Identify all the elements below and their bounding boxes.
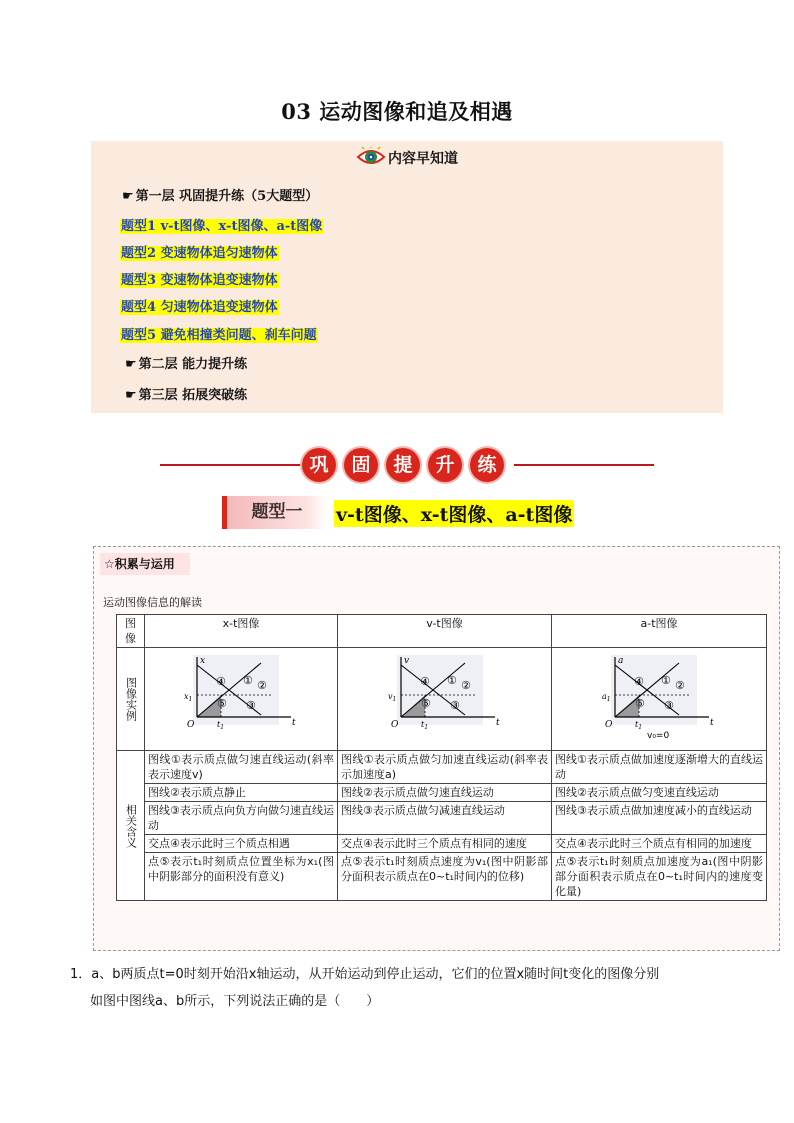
t1-sub: 1: [638, 724, 643, 731]
banner-rule-left: [160, 464, 300, 466]
t1-label: $t_1$: [420, 720, 428, 731]
table-cell: 点⑤表示t₁时刻质点位置坐标为x₁(图中阴影部分的面积没有意义): [145, 853, 338, 901]
toc-header-text: 内容早知道: [388, 151, 458, 167]
pointing-hand-icon: ☛: [122, 189, 134, 204]
question-1: [70, 961, 760, 1015]
line-number-label: ⑤: [217, 697, 227, 710]
line-number-label: ③: [246, 699, 256, 712]
t1-label: $t_1$: [217, 720, 225, 731]
table-header: x-t图像: [145, 615, 338, 648]
table-cell: 图线①表示质点做匀速直线运动(斜率表示速度v): [145, 751, 338, 784]
eye-icon: [356, 147, 386, 171]
table-cell: 点⑤表示t₁时刻质点加速度为a₁(图中阴影部分面积表示质点在0~t₁时间内的速度变化量): [552, 853, 767, 901]
line-number-label: ⑤: [635, 697, 645, 710]
y-mark-label: $x_1$: [184, 692, 193, 703]
banner-char: 练: [470, 448, 504, 482]
row-label: 相关含义: [117, 751, 145, 901]
knowledge-subtitle: 运动图像信息的解读: [103, 596, 202, 609]
line-number-label: ⑤: [420, 697, 431, 710]
line-number-label: ④: [216, 675, 226, 688]
toc-type-3[interactable]: 题型3 变速物体追变速物体: [121, 273, 278, 288]
pointing-hand-icon: ☛: [125, 357, 137, 372]
toc-level-1[interactable]: ☛ 第一层 巩固提升练（5大题型）: [122, 189, 319, 204]
origin-label: O: [390, 720, 398, 730]
table-header: a-t图像: [552, 615, 767, 648]
table-cell: 交点④表示此时三个质点有相同的速度: [338, 835, 552, 853]
a-t-graph: [555, 653, 763, 745]
type-heading-label: 题型一: [222, 496, 327, 529]
star-icon: ☆: [104, 557, 115, 571]
banner-char: 固: [344, 448, 378, 482]
line-number-label: ①: [243, 674, 253, 687]
graph-note: v₀=0: [647, 731, 670, 741]
table-cell: 图线①表示质点做匀加速直线运动(斜率表示加速度a): [338, 751, 552, 784]
table-cell: 图线①表示质点做加速度逐渐增大的直线运动: [552, 751, 767, 784]
x-t-graph: [148, 653, 334, 745]
banner-char: 巩: [302, 448, 336, 482]
line-number-label: ③: [664, 699, 674, 712]
table-cell: 图线③表示质点做匀减速直线运动: [338, 802, 552, 835]
line-number-label: ④: [634, 675, 644, 688]
y-mark-label: $a_1$: [602, 692, 611, 703]
toc-type-4[interactable]: 题型4 匀速物体追变速物体: [121, 300, 278, 315]
toc-header: [91, 147, 723, 171]
line-number-label: ③: [449, 699, 460, 712]
origin-label: O: [187, 720, 195, 730]
line-number-label: ②: [675, 679, 685, 692]
table-cell: 交点④表示此时三个质点相遇: [145, 835, 338, 853]
y-mark-sub: 1: [392, 696, 396, 703]
question-1-line-1: 1．a、b两质点t=0时刻开始沿x轴运动，从开始运动到停止运动，它们的位置x随时间t变化的图像分别: [70, 967, 660, 982]
y-axis-label: v: [403, 656, 409, 666]
row-label: 图像实例: [117, 648, 145, 751]
graph-info-table: [116, 614, 767, 901]
t-axis-label: t: [710, 718, 714, 728]
toc-type-5[interactable]: 题型5 避免相撞类问题、刹车问题: [121, 328, 317, 343]
knowledge-tag: ☆积累与运用: [100, 553, 190, 575]
section-banner: [160, 448, 654, 482]
y-mark-sub: 1: [188, 696, 193, 703]
toc-level-3[interactable]: ☛ 第三层 拓展突破练: [125, 388, 248, 403]
table-cell: 图线②表示质点做匀变速直线运动: [552, 784, 767, 802]
page-title: 03 运动图像和追及相遇: [281, 99, 513, 124]
graph-cell: [338, 648, 552, 751]
line-number-label: ①: [446, 674, 457, 687]
table-header-row: [117, 615, 767, 648]
t1-sub: 1: [220, 724, 225, 731]
graph-svg: [181, 653, 301, 745]
graph-cell: [145, 648, 338, 751]
toc-panel: [91, 141, 723, 413]
table-cell: 图线③表示质点向负方向做匀速直线运动: [145, 802, 338, 835]
t-axis-label: t: [292, 718, 296, 728]
table-cell: 图线③表示质点做加速度减小的直线运动: [552, 802, 767, 835]
table-cell: 图线②表示质点做匀速直线运动: [338, 784, 552, 802]
toc-level-2[interactable]: ☛ 第二层 能力提升练: [125, 357, 248, 372]
table-cell: 图线②表示质点静止: [145, 784, 338, 802]
table-row: [117, 835, 767, 853]
table-row: [117, 853, 767, 901]
pointing-hand-icon: ☛: [125, 388, 137, 403]
table-cell: 点⑤表示t₁时刻质点速度为v₁(图中阴影部分面积表示质点在0~t₁时间内的位移): [338, 853, 552, 901]
y-mark-label: $v_1$: [387, 692, 396, 703]
t1-label: $t_1$: [635, 720, 643, 731]
table-header: 图像: [117, 615, 145, 648]
graph-cell: [552, 648, 767, 751]
line-number-label: ②: [460, 679, 471, 692]
t-axis-label: t: [495, 718, 500, 728]
y-axis-label: a: [618, 656, 624, 666]
graph-svg: [599, 653, 719, 745]
y-axis-label: x: [200, 656, 206, 666]
question-1-line-2: 如图中图线a、b所示，下列说法正确的是（ ）: [90, 994, 380, 1009]
type-heading-title: v-t图像、x-t图像、a-t图像: [334, 500, 574, 527]
line-number-label: ④: [419, 675, 430, 688]
table-row: [117, 784, 767, 802]
toc-type-1[interactable]: 题型1 v-t图像、x-t图像、a-t图像: [121, 219, 323, 234]
table-header: v-t图像: [338, 615, 552, 648]
banner-rule-right: [514, 464, 654, 466]
line-number-label: ②: [257, 679, 267, 692]
banner-char: 升: [428, 448, 462, 482]
t1-sub: 1: [423, 724, 428, 731]
graph-svg: [385, 653, 505, 745]
table-row: [117, 648, 767, 751]
line-number-label: ①: [661, 674, 671, 687]
table-cell: 交点④表示此时三个质点有相同的加速度: [552, 835, 767, 853]
toc-type-2[interactable]: 题型2 变速物体追匀速物体: [121, 246, 278, 261]
banner-char: 提: [386, 448, 420, 482]
y-mark-sub: 1: [606, 696, 611, 703]
table-row: [117, 751, 767, 784]
v-t-graph: [341, 653, 548, 745]
origin-label: O: [605, 720, 613, 730]
table-row: [117, 802, 767, 835]
